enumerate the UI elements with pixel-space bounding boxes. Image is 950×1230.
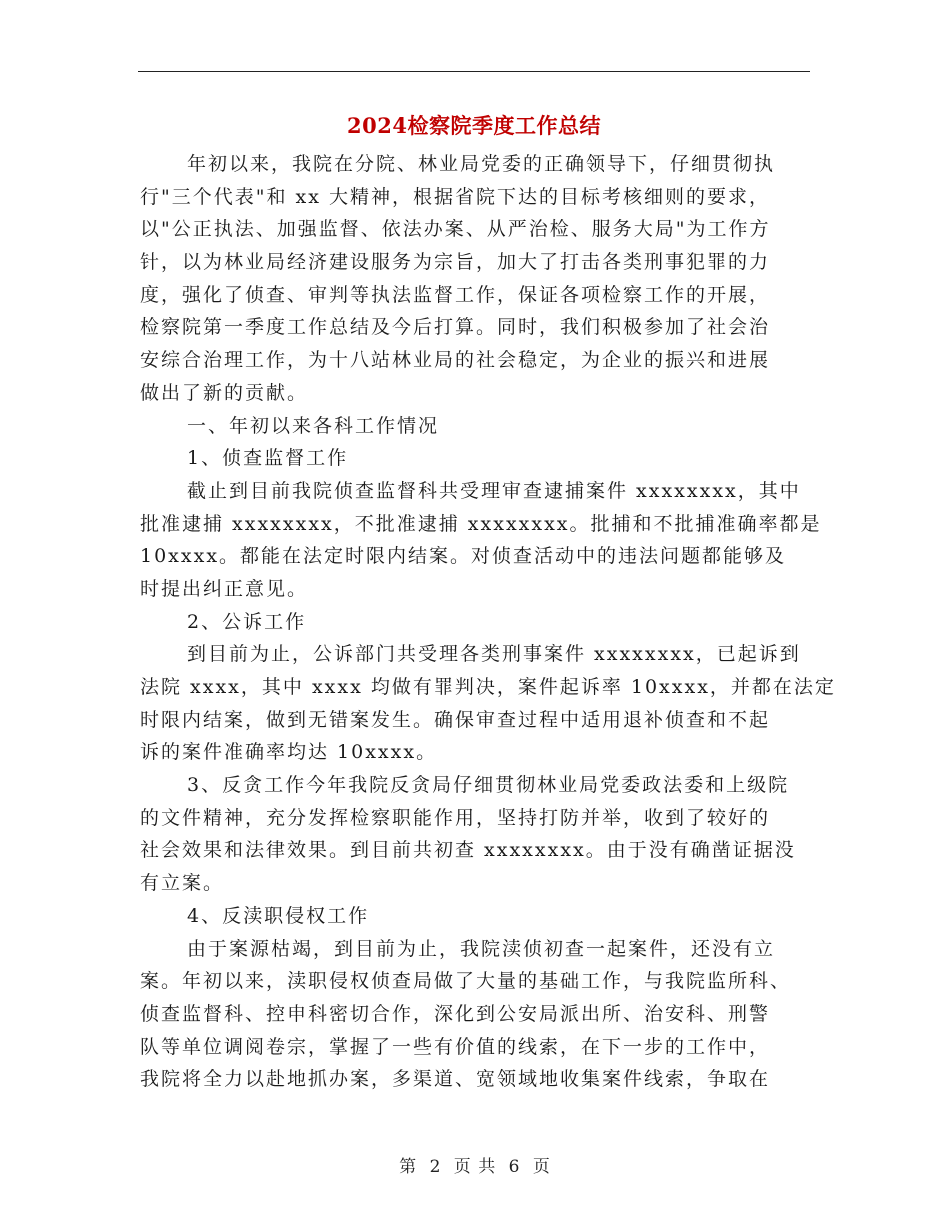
text-line: 4、反渎职侵权工作 (187, 904, 370, 927)
text-line: 时提出纠正意见。 (140, 577, 309, 600)
text-line: 有立案。 (140, 872, 225, 895)
text-line: 一、年初以来各科工作情况 (187, 414, 440, 437)
footer-total-pages: 6 (508, 1157, 521, 1177)
text-line: 3、反贪工作今年我院反贪局仔细贯彻林业局党委政法委和上级院 (187, 774, 790, 797)
text-line: 截止到目前我院侦查监督科共受理审查逮捕案件 xxxxxxxx，其中 (187, 479, 801, 502)
text-line: 时限内结案，做到无错案发生。确保审查过程中适用退补侦查和不起 (140, 708, 771, 731)
text-line: 年初以来，我院在分院、林业局党委的正确领导下，仔细贯彻执 (187, 153, 776, 175)
text-line: 以"公正执法、加强监督、依法办案、从严治检、服务大局"为工作方 (140, 218, 771, 241)
footer-suffix: 页 (532, 1157, 551, 1177)
text-line: 社会效果和法律效果。到目前共初查 xxxxxxxx。由于没有确凿证据没 (140, 839, 796, 862)
footer-prefix: 第 (399, 1157, 418, 1177)
text-line: 我院将全力以赴地抓办案，多渠道、宽领域地收集案件线索，争取在 (140, 1068, 771, 1091)
text-line: 到目前为止，公诉部门共受理各类刑事案件 xxxxxxxx，已起诉到 (187, 643, 801, 666)
footer-middle: 页 共 (453, 1157, 497, 1177)
page-footer (0, 1152, 950, 1177)
text-line: 侦查监督科、控申科密切合作，深化到公安局派出所、治安科、刑警 (140, 1002, 771, 1025)
text-line: 法院 xxxx，其中 xxxx 均做有罪判决，案件起诉率 10xxxx，并都在法定 (140, 676, 836, 698)
document-body (140, 148, 836, 1096)
text-line: 由于案源枯竭，到目前为止，我院渎侦初查一起案件，还没有立 (187, 937, 776, 960)
text-line: 诉的案件准确率均达 10xxxx。 (140, 741, 438, 764)
document-title: 2024检察院季度工作总结 (347, 113, 601, 138)
text-line: 批准逮捕 xxxxxxxx，不批准逮捕 xxxxxxxx。批捕和不批捕准确率都是 (140, 512, 822, 535)
text-line: 案。年初以来，渎职侵权侦查局做了大量的基础工作，与我院监所科、 (140, 970, 792, 993)
text-line: 检察院第一季度工作总结及今后打算。同时，我们积极参加了社会治 (140, 316, 771, 339)
text-line: 1、侦查监督工作 (187, 447, 349, 470)
text-line: 安综合治理工作，为十八站林业局的社会稳定，为企业的振兴和进展 (140, 349, 771, 372)
text-line: 针，以为林业局经济建设服务为宗旨，加大了打击各类刑事犯罪的力 (140, 251, 771, 274)
text-line: 做出了新的贡献。 (140, 381, 309, 404)
footer-page-number: 2 (429, 1157, 442, 1177)
text-line: 队等单位调阅卷宗，掌握了一些有价值的线索，在下一步的工作中， (140, 1035, 771, 1058)
text-line: 的文件精神，充分发挥检察职能作用，坚持打防并举，收到了较好的 (140, 806, 771, 829)
text-line: 行"三个代表"和 xx 大精神，根据省院下达的目标考核细则的要求， (140, 185, 770, 208)
text-line: 2、公诉工作 (187, 610, 307, 633)
header-rule (138, 71, 810, 72)
text-line: 10xxxx。都能在法定时限内结案。对侦查活动中的违法问题都能够及 (140, 545, 787, 568)
text-line: 度，强化了侦查、审判等执法监督工作，保证各项检察工作的开展， (140, 283, 771, 306)
